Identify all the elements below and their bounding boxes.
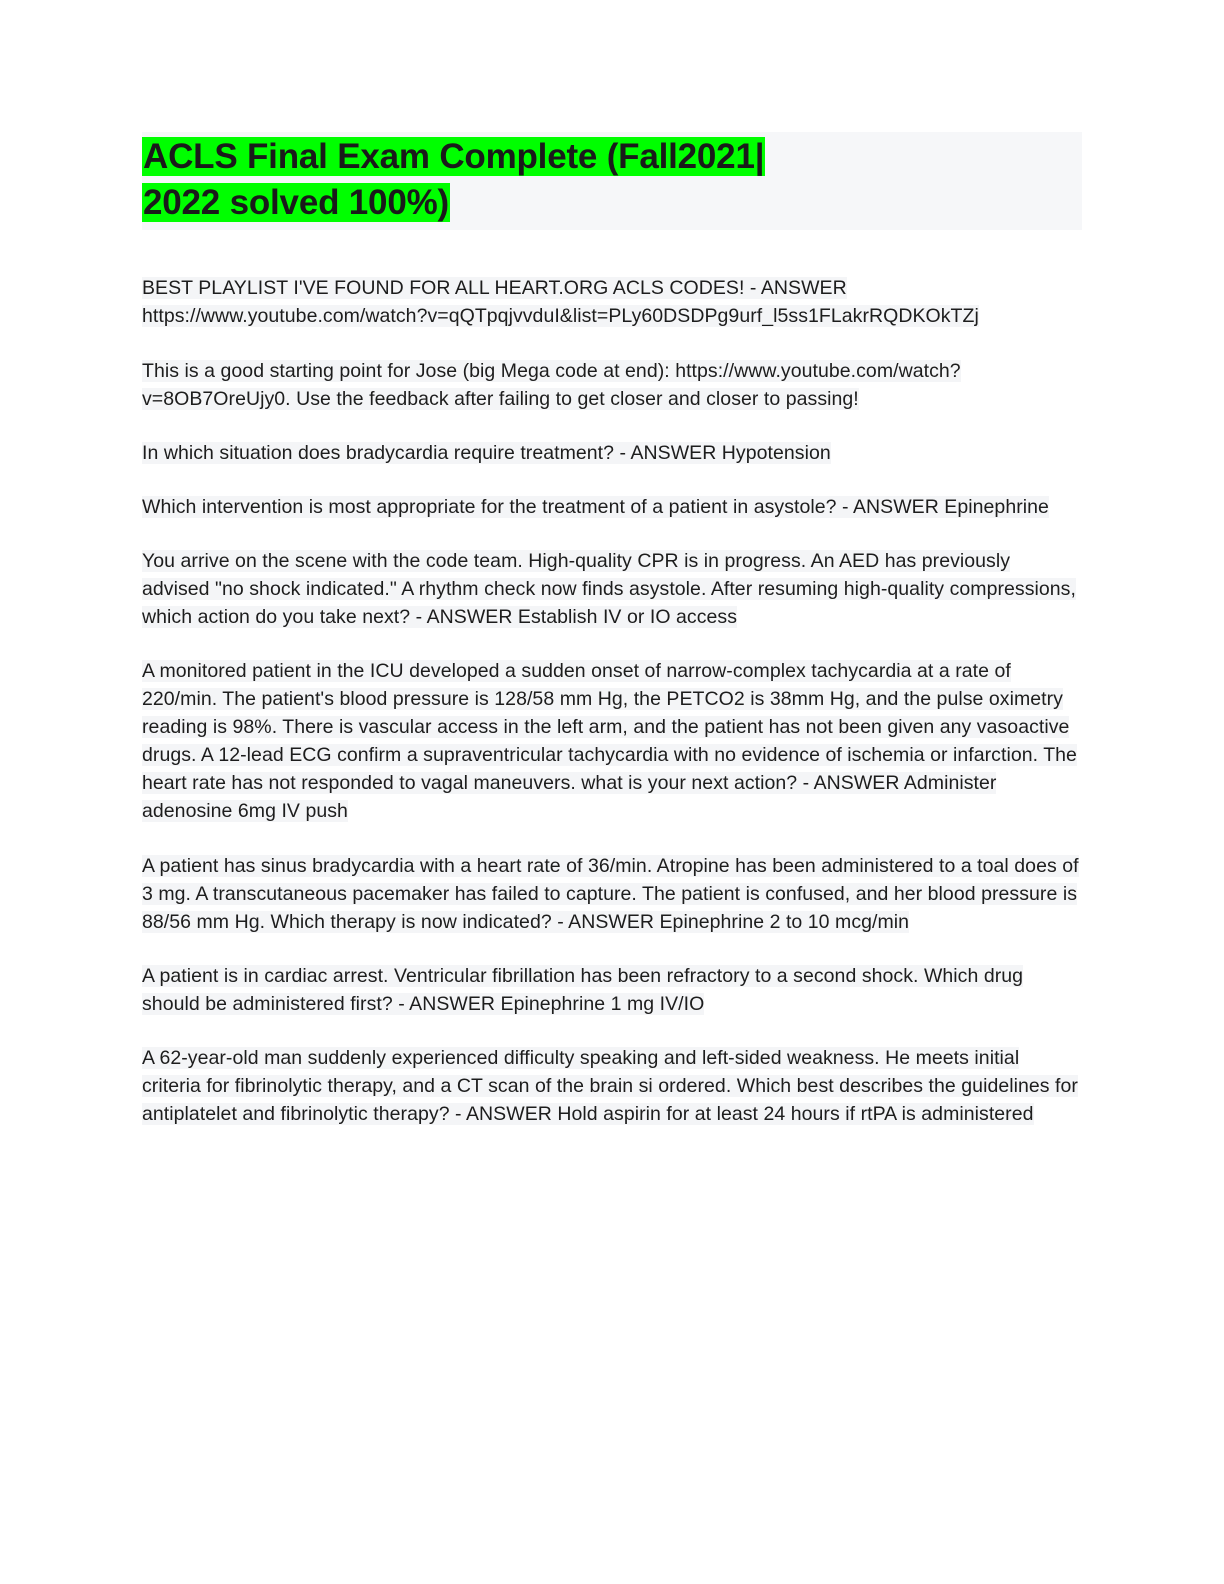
paragraph-text: This is a good starting point for Jose (big Mega code at end): https://www.youtube.com/watch?v=8OB7OreUjy0. Use the feedback after failing to get closer and closer to passing! [142, 359, 961, 410]
paragraph-text: BEST PLAYLIST I'VE FOUND FOR ALL HEART.ORG ACLS CODES! - ANSWER https://www.youtube.com/watch?v=qQTpqjvvduI&list=PLy60DSDPg9urf_l5ss1FLakrRQDKOkTZj [142, 277, 979, 328]
document-title-line-2: 2022 solved 100%) [143, 183, 449, 223]
paragraph [142, 357, 1082, 413]
paragraph-text: A patient is in cardiac arrest. Ventricular fibrillation has been refractory to a second shock. Which drug should be administered first? - ANSWER Epinephrine 1 mg IV/IO [142, 964, 1024, 1015]
paragraph [142, 274, 1082, 330]
document-body [142, 274, 1082, 1128]
paragraph [142, 493, 1082, 521]
paragraph [142, 657, 1082, 825]
paragraph [142, 1044, 1082, 1128]
page-title [142, 132, 1082, 230]
paragraph-text: You arrive on the scene with the code team. High-quality CPR is in progress. An AED has previously advised "no shock indicated." A rhythm check now finds asystole. After resuming high-quality compressions, which action do you take next? - ANSWER Establish IV or IO access [142, 549, 1076, 628]
paragraph-text: A monitored patient in the ICU developed a sudden onset of narrow-complex tachycardia at a rate of 220/min. The patient's blood pressure is 128/58 mm Hg, the PETCO2 is 38mm Hg, and the pulse oximetry reading is 98%. There is vascular access in the left arm, and the patient has not been given any vasoactive drugs. A 12-lead ECG confirm a supraventricular tachycardia with no evidence of ischemia or infarction. The heart rate has not responded to vagal maneuvers. what is your next action? - ANSWER Administer adenosine 6mg IV push [142, 660, 1077, 823]
paragraph [142, 852, 1082, 936]
paragraph-text: Which intervention is most appropriate for the treatment of a patient in asystole? - ANSWER Epinephrine [142, 495, 1049, 518]
document-content [142, 132, 1082, 1128]
paragraph [142, 547, 1082, 631]
document-title-line-1: ACLS Final Exam Complete (Fall2021| [143, 137, 765, 176]
paragraph [142, 962, 1082, 1018]
paragraph [142, 439, 1082, 467]
paragraph-text: In which situation does bradycardia require treatment? - ANSWER Hypotension [142, 441, 831, 464]
paragraph-text: A patient has sinus bradycardia with a heart rate of 36/min. Atropine has been administered to a toal does of 3 mg. A transcutaneous pacemaker has failed to capture. The patient is confused, and her blood pressure is 88/56 mm Hg. Which therapy is now indicated? - ANSWER Epinephrine 2 to 10 mcg/min [142, 854, 1079, 933]
document-title [142, 134, 1082, 226]
paragraph-text: A 62-year-old man suddenly experienced difficulty speaking and left-sided weakness. He meets initial criteria for fibrinolytic therapy, and a CT scan of the brain si ordered. Which best describes the guidelines for antiplatelet and fibrinolytic therapy? - ANSWER Hold aspirin for at least 24 hours if rtPA is administered [142, 1046, 1078, 1126]
